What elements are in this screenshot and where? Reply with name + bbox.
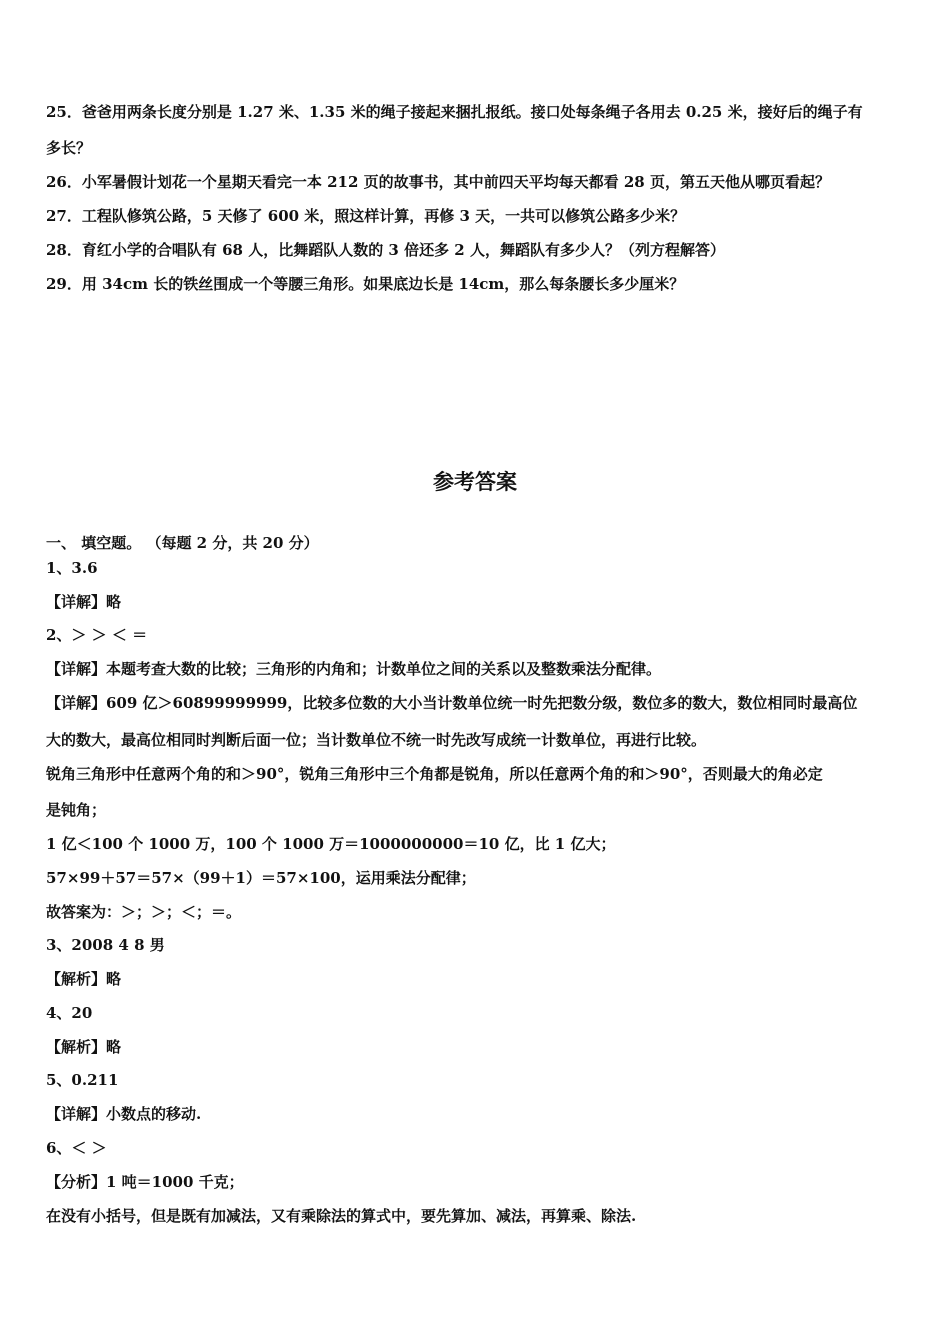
answer-line: 1、3.6 <box>46 559 98 577</box>
answer-line: 2、＞ ＞ ＜ ＝ <box>46 626 148 644</box>
answer-line: 在没有小括号，但是既有加减法，又有乘除法的算式中，要先算加、减法，再算乘、除法. <box>46 1207 637 1225</box>
question-29: 29．用 34cm 长的铁丝围成一个等腰三角形。如果底边长是 14cm，那么每条腰长多少厘米？ <box>46 275 685 293</box>
question-26: 26．小军暑假计划花一个星期天看完一本 212 页的故事书，其中前四天平均每天都看 28 页，第五天他从哪页看起？ <box>46 173 830 191</box>
answer-line: 故答案为：＞；＞；＜；＝。 <box>46 903 242 921</box>
answer-line: 1 亿＜100 个 1000 万，100 个 1000 万＝1000000000＝10 亿，比 1 亿大； <box>46 835 616 853</box>
answer-line: 【分析】1 吨＝1000 千克； <box>46 1173 244 1191</box>
answer-line: 6、＜ ＞ <box>46 1139 107 1157</box>
answer-line: 大的数大，最高位相同时判断后面一位；当计数单位不统一时先改写成统一计数单位，再进行比较。 <box>46 731 707 749</box>
answer-line: 是钝角； <box>46 801 107 819</box>
answer-line: 57×99＋57＝57×（99＋1）＝57×100，运用乘法分配律； <box>46 869 476 887</box>
answer-line: 5、0.211 <box>46 1071 119 1089</box>
answers-title: 参考答案 <box>433 470 517 494</box>
answer-line: 【详解】小数点的移动. <box>46 1105 202 1123</box>
answer-line: 【解析】略 <box>46 1038 122 1056</box>
answer-line: 3、2008 4 8 男 <box>46 936 165 954</box>
question-27: 27．工程队修筑公路，5 天修了 600 米，照这样计算，再修 3 天，一共可以修筑公路多少米？ <box>46 207 686 225</box>
answer-line: 4、20 <box>46 1004 93 1022</box>
answer-line: 锐角三角形中任意两个角的和＞90°，锐角三角形中三个角都是锐角，所以任意两个角的和＞90°，否则最大的角必定 <box>46 765 823 783</box>
question-28: 28．育红小学的合唱队有 68 人，比舞蹈队人数的 3 倍还多 2 人，舞蹈队有多少人？（列方程解答） <box>46 241 725 259</box>
answer-line: 【详解】略 <box>46 593 122 611</box>
question-25-line-2: 多长？ <box>46 139 92 157</box>
answer-line: 【详解】本题考查大数的比较；三角形的内角和；计数单位之间的关系以及整数乘法分配律。 <box>46 660 662 678</box>
question-25-line-1: 25．爸爸用两条长度分别是 1.27 米、1.35 米的绳子接起来捆扎报纸。接口处每条绳子各用去 0.25 米，接好后的绳子有 <box>46 103 863 121</box>
answer-line: 【详解】609 亿＞60899999999，比较多位数的大小当计数单位统一时先把数分级，数位多的数大，数位相同时最高位 <box>46 694 858 712</box>
answer-line: 【解析】略 <box>46 970 122 988</box>
section-heading: 一、 填空题。 （每题 2 分，共 20 分） <box>46 534 319 552</box>
